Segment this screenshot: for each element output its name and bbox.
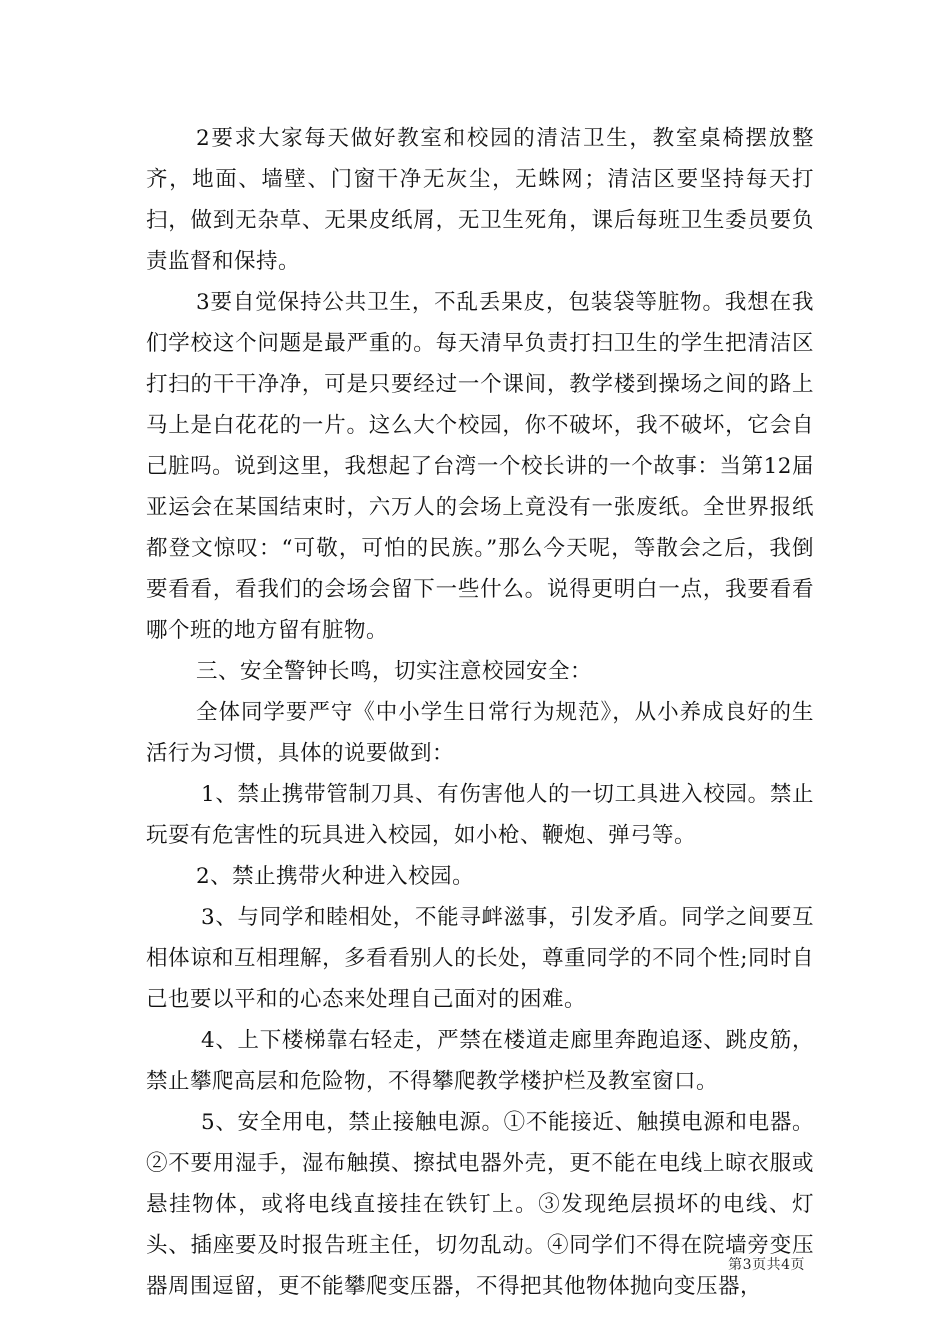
paragraph-public-hygiene: 3要自觉保持公共卫生，不乱丢果皮，包装袋等脏物。我想在我们学校这个问题是最严重的。每天清早负责打扫卫生的学生把清洁区打扫的干干净净，可是只要经过一个课间，教学楼到操场之间的路上马上是白花花的一片。这么大个校园，你不破坏，我不破坏，它会自己脏吗。说到这里，我想起了台湾一个校长讲的一个故事：当第12届亚运会在某国结束时，六万人的会场上竟没有一张废纸。全世界报纸都登文惊叹：“可敬，可怕的民族。”那么今天呢，等散会之后，我倒要看看，看我们的会场会留下一些什么。说得更明白一点，我要看看哪个班的地方留有脏物。 [146,290,814,643]
section-heading-safety: 三、安全警钟长鸣，切实注意校园安全： [196,659,593,684]
paragraph-code-of-conduct: 全体同学要严守《中小学生日常行为规范》，从小养成良好的生活行为习惯，具体的说要做到： [146,700,814,766]
page-number-footer: 第3页共4页 [728,1257,805,1273]
rule-item-4: 4、上下楼梯靠右轻走，严禁在楼道走廊里奔跑追逐、跳皮筋，禁止攀爬高层和危险物，不得攀爬教学楼护栏及教室窗口。 [146,1028,814,1094]
document-body [146,118,814,1307]
rule-item-1: 1、禁止携带管制刀具、有伤害他人的一切工具进入校园。禁止玩耍有危害性的玩具进入校园，如小枪、鞭炮、弹弓等。 [146,782,814,848]
paragraph-cleaning-duty: 2要求大家每天做好教室和校园的清洁卫生，教室桌椅摆放整齐，地面、墙壁、门窗干净无灰尘，无蛛网；清洁区要坚持每天打扫，做到无杂草、无果皮纸屑，无卫生死角，课后每班卫生委员要负责监督和保持。 [146,126,814,274]
rule-item-5: 5、安全用电，禁止接触电源。①不能接近、触摸电源和电器。②不要用湿手，湿布触摸、擦拭电器外壳，更不能在电线上晾衣服或悬挂物体，或将电线直接挂在铁钉上。③发现绝层损坏的电线、灯头、插座要及时报告班主任，切勿乱动。④同学们不得在院墙旁变压器周围逗留，更不能攀爬变压器，不得把其他物体抛向变压器， [146,1110,814,1299]
rule-item-3: 3、与同学和睦相处，不能寻衅滋事，引发矛盾。同学之间要互相体谅和互相理解，多看看别人的长处，尊重同学的不同个性;同时自己也要以平和的心态来处理自己面对的困难。 [146,905,814,1012]
rule-item-2: 2、禁止携带火种进入校园。 [196,864,475,889]
